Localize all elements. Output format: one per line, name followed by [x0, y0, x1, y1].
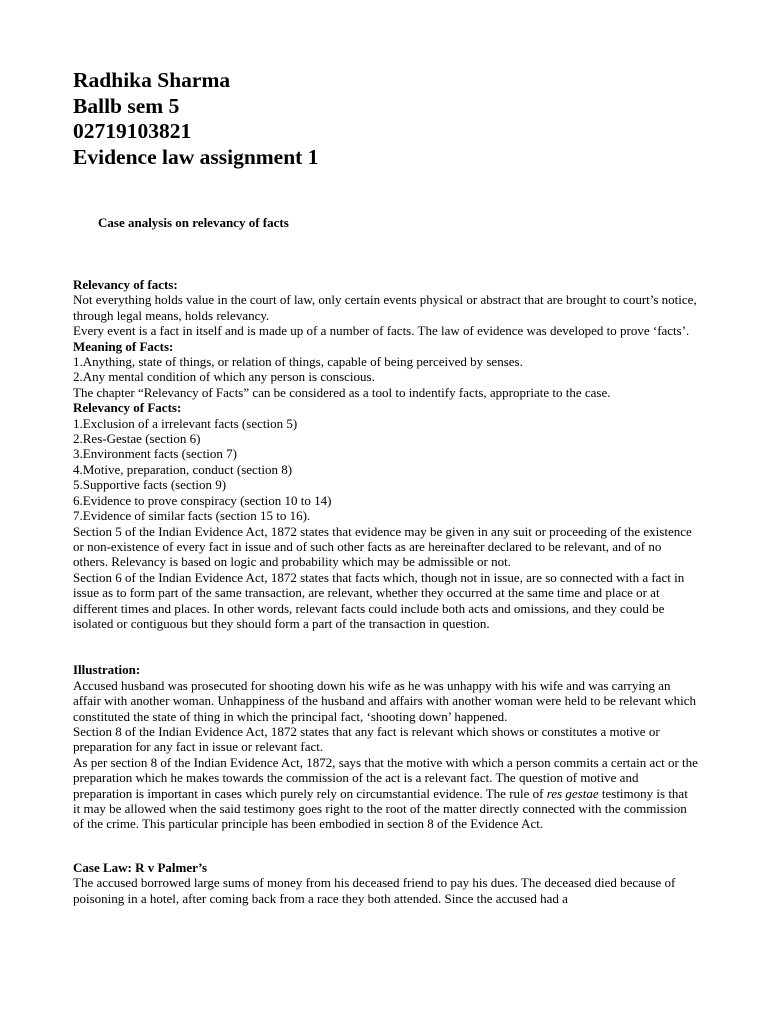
relevancy-list-item: 2.Res-Gestae (section 6)	[73, 431, 201, 447]
section8-text-end: testimony is that it may be allowed when the said testimony goes right to the root of the matter directly connected with the commission of the crime. This particular principle has been embodied in section 8 of the Evidence Act.	[73, 785, 688, 832]
res-gestae-term: res gestae	[546, 785, 599, 801]
illustration-heading: Illustration:	[73, 662, 141, 678]
intro-paragraph: Every event is a fact in itself and is made up of a number of facts. The law of evidence was developed to prove ‘facts’.	[73, 323, 690, 339]
relevancy-heading: Relevancy of facts:	[73, 277, 178, 292]
caselaw-heading: Case Law: R v Palmer’s	[73, 859, 208, 875]
relevancy-list-item: 6.Evidence to prove conspiracy (section 10 to 14)	[73, 492, 332, 508]
meaning-heading: Meaning of Facts:	[73, 338, 174, 354]
header-block	[73, 68, 318, 170]
spacer	[73, 832, 698, 860]
relevancy-list-item: 4.Motive, preparation, conduct (section 8)	[73, 461, 293, 477]
spacer	[73, 631, 698, 662]
intro-paragraph: Not everything holds value in the court of law, only certain events physical or abstract that are brought to court’s notice, through legal means, holds relevancy.	[73, 292, 697, 323]
relevancy-list-item: 3.Environment facts (section 7)	[73, 446, 237, 462]
meaning-item: 2.Any mental condition of which any person is conscious.	[73, 369, 375, 385]
relevancy-list-item: 7.Evidence of similar facts (section 15 to 16).	[73, 508, 311, 524]
assignment-title: Evidence law assignment 1	[73, 144, 319, 169]
section8-detail-paragraph	[73, 755, 698, 832]
meaning-item: The chapter “Relevancy of Facts” can be considered as a tool to indentify facts, appropriate to the case.	[73, 384, 611, 400]
illustration-paragraph: Accused husband was prosecuted for shooting down his wife as he was unhappy with his wife and was carrying an affair with another woman. Unhappiness of the husband and affairs with another woman were held to be relevant which constituted the state of thing in which the principal fact, ‘shooting down’ happened.	[73, 677, 696, 724]
relevancy-list-heading: Relevancy of Facts:	[73, 400, 182, 416]
document-body	[73, 277, 698, 906]
relevancy-list-item: 5.Supportive facts (section 9)	[73, 477, 227, 493]
author-name: Radhika Sharma	[73, 68, 231, 92]
course-line: Ballb sem 5	[73, 93, 180, 118]
roll-number: 02719103821	[73, 119, 192, 143]
document-subtitle: Case analysis on relevancy of facts	[98, 215, 289, 230]
section8-paragraph: Section 8 of the Indian Evidence Act, 1872 states that any fact is relevant which shows or constitutes a motive or preparation for any fact in issue or relevant fact.	[73, 723, 660, 755]
caselaw-paragraph: The accused borrowed large sums of money from his deceased friend to pay his dues. The deceased died because of poisoning in a hotel, after coming back from a race they both attended. Since the accused had a	[73, 875, 676, 906]
meaning-item: 1.Anything, state of things, or relation of things, capable of being perceived by senses.	[73, 354, 523, 370]
section8-text-start: As per section 8 of the Indian Evidence Act, 1872, says that the motive with which a person commits a certain act or the preparation which he makes towards the commission of the act is a relevant fact. The question of motive and preparation is important in cases which purely rely on circumstantial evidence. The rule of	[73, 754, 698, 801]
relevancy-list-item: 1.Exclusion of a irrelevant facts (section 5)	[73, 415, 298, 431]
section5-paragraph: Section 5 of the Indian Evidence Act, 1872 states that evidence may be given in any suit or proceeding of the existence or non-existence of every fact in issue and of such other facts as are hereinafter declared to be relevant, and of no others. Relevancy is based on logic and probability which may be admissible or not.	[73, 523, 692, 570]
section6-paragraph: Section 6 of the Indian Evidence Act, 1872 states that facts which, though not in issue, are so connected with a fact in issue as to form part of the same transaction, are relevant, whether they occurred at the same time and place or at different times and places. In other words, relevant facts could include both acts and omissions, and they could be isolated or contiguous but they should form a part of the transaction in question.	[73, 569, 685, 631]
